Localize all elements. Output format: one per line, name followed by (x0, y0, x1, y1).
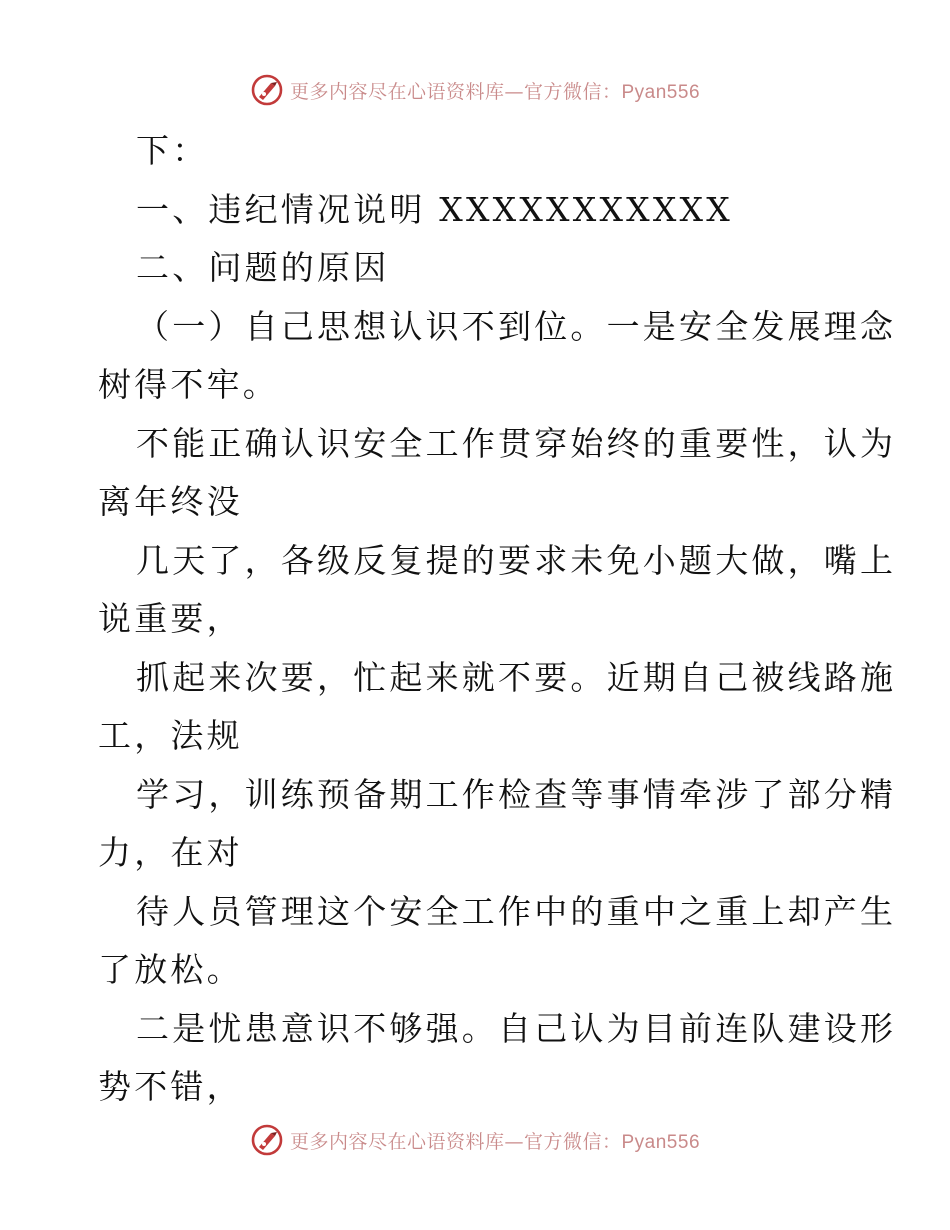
paragraph-line: 抓起来次要，忙起来就不要。近期自己被线路施 (136, 657, 897, 697)
paragraph-line: 工，法规 (98, 716, 243, 755)
paragraph-line: 势不错， (98, 1067, 243, 1106)
paragraph-line: 待人员管理这个安全工作中的重中之重上却产生 (136, 891, 897, 931)
wechat-id: Pyan556 (621, 1131, 701, 1153)
document-body (98, 122, 897, 1117)
paragraph-line: 不能正确认识安全工作贯穿始终的重要性，认为 (136, 423, 897, 463)
paragraph-line: 离年终没 (98, 482, 243, 521)
paragraph-line: 下： (136, 131, 209, 170)
pen-nib-circle-icon (250, 1123, 284, 1157)
paragraph-line: （一）自己思想认识不到位。一是安全发展理念 (136, 306, 897, 346)
paragraph-line: 二、问题的原因 (136, 248, 390, 287)
wechat-id: Pyan556 (621, 81, 701, 103)
paragraph-line: 几天了，各级反复提的要求未免小题大做，嘴上 (136, 540, 897, 580)
banner-text: 更多内容尽在心语资料库—官方微信：Pyan556 (289, 1130, 701, 1153)
paragraph-line: 二是忧患意识不够强。自己认为目前连队建设形 (136, 1008, 897, 1048)
banner-text: 更多内容尽在心语资料库—官方微信：Pyan556 (289, 80, 701, 103)
footer-banner (0, 1120, 950, 1160)
header-banner (0, 70, 950, 110)
paragraph-line: 一、违纪情况说明 XXXXXXXXXXX (136, 189, 733, 229)
paragraph-line: 力，在对 (98, 833, 243, 872)
paragraph-line: 说重要， (98, 599, 243, 638)
pen-nib-circle-icon (250, 73, 284, 107)
paragraph-line: 了放松。 (98, 950, 243, 989)
paragraph-line: 树得不牢。 (98, 365, 279, 404)
paragraph-line: 学习，训练预备期工作检查等事情牵涉了部分精 (136, 774, 897, 814)
